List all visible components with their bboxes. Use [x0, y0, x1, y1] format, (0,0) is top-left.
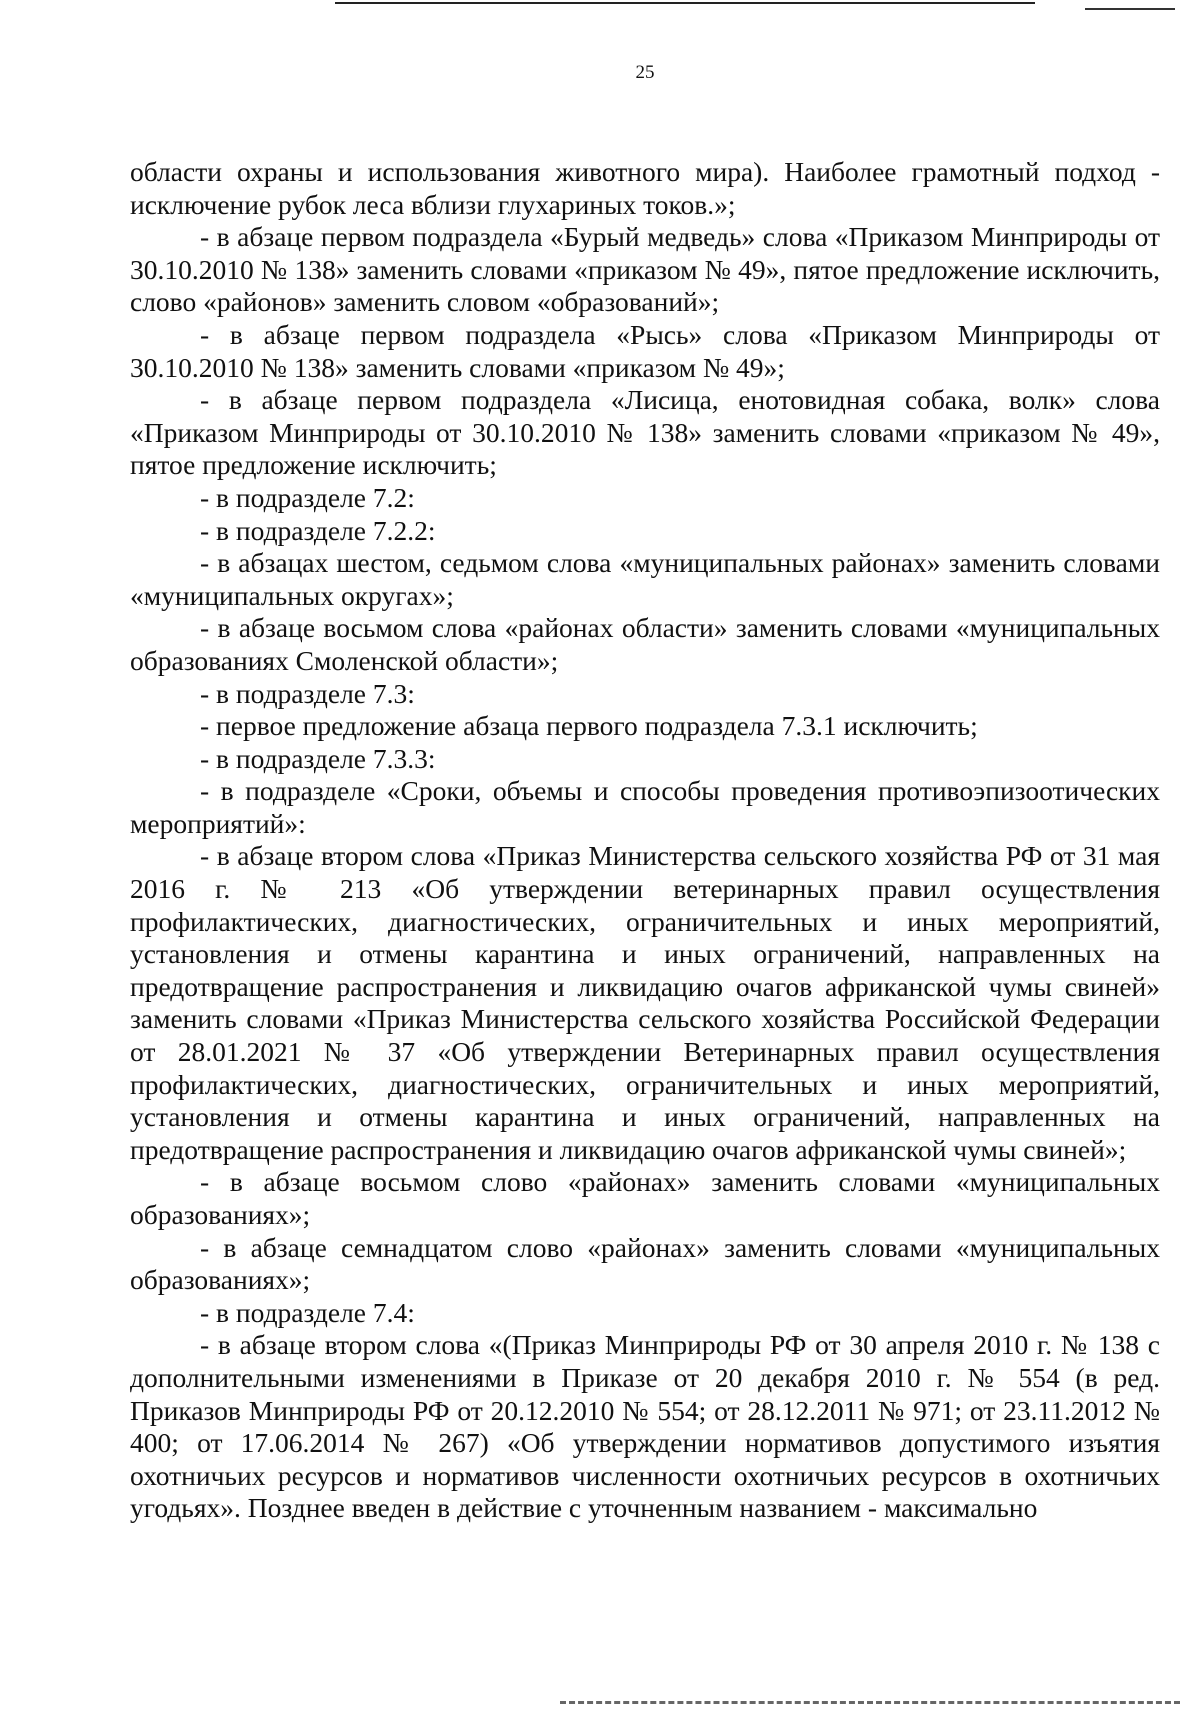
paragraph: - в подразделе 7.3.3: — [200, 742, 436, 774]
paragraph: - в подразделе 7.4: — [200, 1296, 415, 1328]
paragraph: области охраны и использования животного мира). Наиболее грамотный подход - исключение рубок леса вблизи глухариных токов.»; — [130, 156, 1160, 220]
page-number: 25 — [635, 62, 655, 83]
body-text — [130, 156, 1160, 1525]
paragraph: - в абзаце первом подраздела «Лисица, енотовидная собака, волк» слова «Приказом Минприроды от 30.10.2010 № 138» заменить словами «приказом № 49», пятое предложение исключить; — [130, 384, 1160, 481]
paragraph: - в абзаце восьмом слова «районах области» заменить словами «муниципальных образованиях Смоленской области»; — [130, 612, 1160, 676]
paragraph: - в подразделе 7.3: — [200, 677, 415, 709]
paragraph: - в абзаце втором слова «Приказ Министерства сельского хозяйства РФ от 31 мая 2016 г. № 213 «Об утверждении ветеринарных правил осуществления профилактических, диагностических, ограничительных и иных мероприятий, установления и отмены карантина и иных ограничений, направленных на предотвращение распространения и ликвидацию очагов африканской чумы свиней» заменить словами «Приказ Министерства сельского хозяйства Российской Федерации от 28.01.2021 № 37 «Об утверждении Ветеринарных правил осуществления профилактических, диагностических, ограничительных и иных мероприятий, установления и отмены карантина и иных ограничений, направленных на предотвращение распространения и ликвидацию очагов африканской чумы свиней»; — [130, 840, 1160, 1165]
paragraph: - первое предложение абзаца первого подраздела 7.3.1 исключить; — [200, 710, 978, 742]
paragraph: - в абзаце первом подраздела «Рысь» слова «Приказом Минприроды от 30.10.2010 № 138» заменить словами «приказом № 49»; — [130, 318, 1160, 383]
paragraph: - в подразделе 7.2: — [200, 481, 415, 513]
paragraph: - в подразделе «Сроки, объемы и способы проведения противоэпизоотических мероприятий»: — [130, 775, 1160, 839]
paragraph: - в абзаце семнадцатом слово «районах» заменить словами «муниципальных образованиях»; — [130, 1231, 1160, 1296]
paragraph: - в абзацах шестом, седьмом слова «муниципальных районах» заменить словами «муниципальных округах»; — [130, 547, 1160, 611]
paragraph: - в подразделе 7.2.2: — [200, 514, 436, 546]
scan-artifact-bottom-dashes — [560, 1701, 1180, 1710]
scan-artifact-top-line-right — [1085, 8, 1175, 10]
paragraph: - в абзаце восьмом слово «районах» заменить словами «муниципальных образованиях»; — [130, 1166, 1160, 1230]
paragraph: - в абзаце первом подраздела «Бурый медведь» слова «Приказом Минприроды от 30.10.2010 № 138» заменить словами «приказом № 49», пятое предложение исключить, слово «районов» заменить словом «образований»; — [130, 221, 1160, 318]
scan-artifact-top-line — [335, 2, 1035, 4]
paragraph: - в абзаце втором слова «(Приказ Минприроды РФ от 30 апреля 2010 г. № 138 с дополнительными изменениями в Приказе от 20 декабря 2010 г. № 554 (в ред. Приказов Минприроды РФ от 20.12.2010 № 554; от 28.12.2011 № 971; от 23.11.2012 № 400; от 17.06.2014 № 267) «Об утверждении нормативов допустимого изъятия охотничьих ресурсов и нормативов численности охотничьих ресурсов в охотничьих угодьях». Позднее введен в действие с уточненным названием - максимально — [130, 1329, 1160, 1524]
